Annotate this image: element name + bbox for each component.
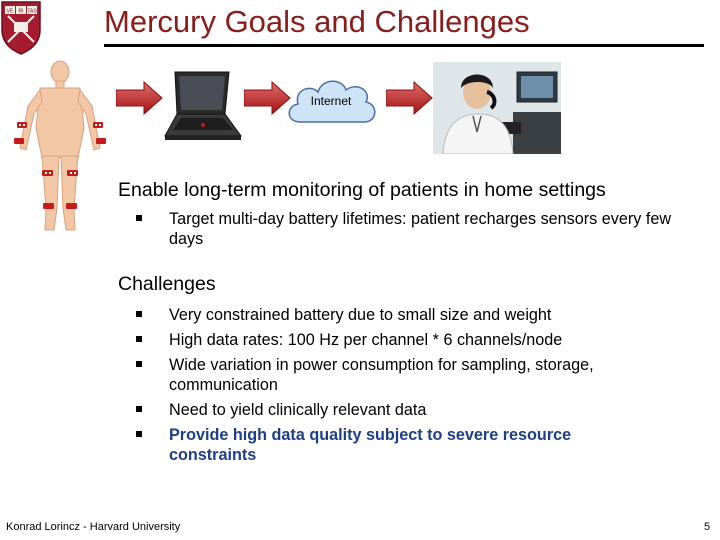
flow-arrow-icon [386, 80, 434, 116]
list-item-text: Wide variation in power consumption for sampling, storage, communication [169, 356, 594, 394]
bullet-icon [136, 406, 142, 412]
bullet-icon [136, 431, 142, 437]
list-item-text: Need to yield clinically relevant data [169, 401, 427, 419]
highlighted-list-item-text: Provide high data quality subject to severe resource constraints [169, 426, 572, 464]
list-item [136, 330, 708, 350]
svg-text:TAS: TAS [27, 8, 37, 15]
svg-text:VE: VE [6, 8, 14, 15]
page-number: 5 [704, 521, 711, 533]
slide-body [118, 178, 708, 465]
bullet-icon [136, 361, 142, 367]
harvard-shield-logo [0, 0, 42, 56]
list-item-text: Very constrained battery due to small size and weight [169, 306, 552, 324]
list-item [136, 305, 708, 325]
list-item-text: Target multi-day battery lifetimes: patient recharges sensors every few days [169, 210, 672, 248]
flow-arrow-icon [116, 80, 164, 116]
doctor-photo [433, 62, 561, 154]
list-item [136, 400, 708, 420]
title-underline [104, 44, 704, 47]
challenges-heading: Challenges [118, 273, 216, 295]
list-item [136, 209, 708, 249]
bullet-icon [136, 215, 142, 221]
laptop-icon [163, 70, 243, 146]
bullet-icon [136, 311, 142, 317]
goal-heading: Enable long-term monitoring of patients in home settings [118, 179, 606, 201]
cloud-label: Internet [310, 94, 352, 108]
slide-title: Mercury Goals and Challenges [104, 4, 530, 39]
footer-author: Konrad Lorincz - Harvard University [6, 521, 181, 533]
list-item [136, 425, 656, 465]
bullet-icon [136, 336, 142, 342]
patient-body-figure [12, 58, 108, 236]
list-item-text: High data rates: 100 Hz per channel * 6 channels/node [169, 331, 563, 349]
list-item [136, 355, 656, 395]
svg-text:RI: RI [18, 8, 24, 15]
